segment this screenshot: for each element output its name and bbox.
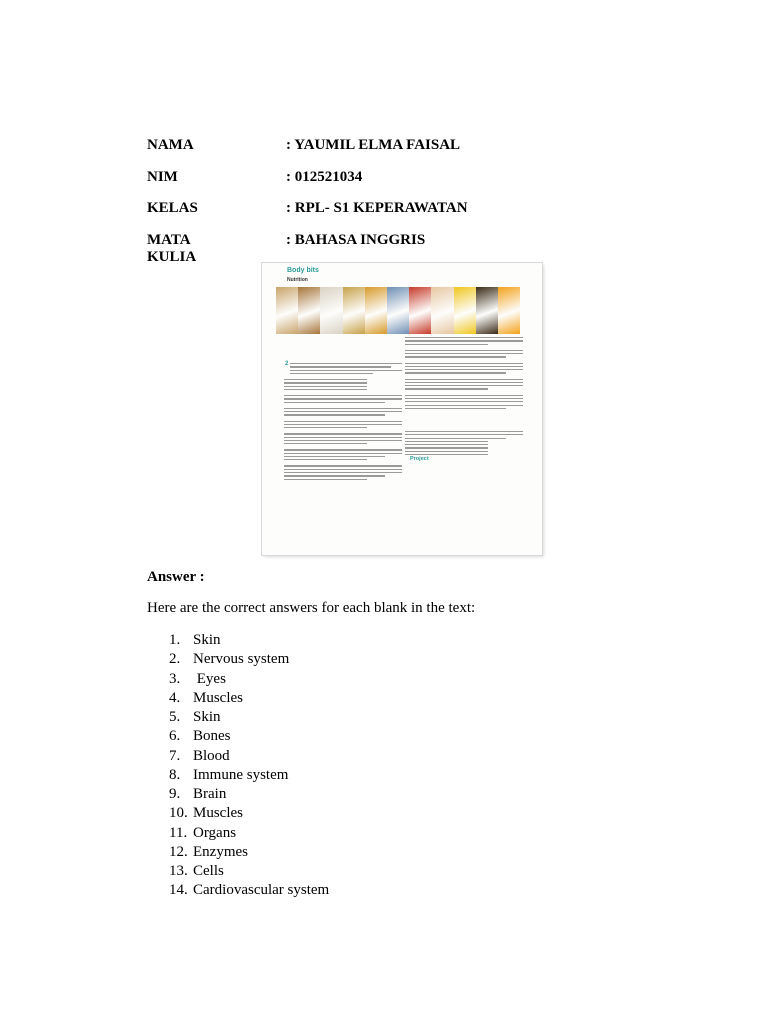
list-item-number: 13. bbox=[169, 863, 188, 879]
list-item-text: Skin bbox=[193, 632, 221, 648]
name-label: NAMA bbox=[147, 137, 194, 153]
list-item-number: 11. bbox=[169, 824, 188, 841]
list-item-text: Blood bbox=[193, 747, 230, 764]
food-photo bbox=[476, 287, 498, 334]
list-item-text: Skin bbox=[193, 709, 221, 725]
food-photo bbox=[431, 287, 453, 334]
list-item-text: Muscles bbox=[193, 805, 243, 822]
list-item-number: 2. bbox=[169, 651, 181, 668]
food-photo bbox=[343, 287, 365, 334]
list-item-text: Muscles bbox=[193, 689, 243, 706]
food-photo bbox=[498, 287, 520, 334]
food-photo bbox=[365, 287, 387, 334]
food-photo bbox=[387, 287, 409, 334]
name-value: : YAUMIL ELMA FAISAL bbox=[286, 137, 461, 153]
list-item-number: 6. bbox=[169, 728, 181, 745]
answer-label: Answer : bbox=[147, 569, 205, 585]
food-photo bbox=[276, 287, 298, 334]
class-value: : RPL- S1 KEPERAWATAN bbox=[286, 200, 468, 216]
textbook-left-column bbox=[284, 361, 402, 482]
list-item-number: 14. bbox=[169, 882, 188, 899]
food-photo-strip bbox=[276, 287, 520, 334]
list-item-number: 10. bbox=[169, 805, 188, 822]
textbook-page-image bbox=[262, 263, 542, 555]
list-item-text: Bones bbox=[193, 728, 231, 745]
list-item-number: 1. bbox=[169, 632, 181, 648]
textbook-right-column bbox=[405, 335, 523, 457]
list-item-text: Organs bbox=[193, 824, 237, 841]
list-item-text: Eyes bbox=[193, 670, 226, 687]
answer-intro: Here are the correct answers for each blank in the text: bbox=[147, 600, 476, 616]
list-item-number: 8. bbox=[169, 766, 181, 783]
list-item-number: 5. bbox=[169, 709, 181, 725]
class-label: KELAS bbox=[147, 200, 198, 216]
textbook-title: Body bits bbox=[287, 267, 319, 274]
food-photo bbox=[454, 287, 476, 334]
list-item-text: Nervous system bbox=[193, 651, 290, 668]
list-item-number: 7. bbox=[169, 747, 181, 764]
food-photo bbox=[320, 287, 342, 334]
list-item-number: 3. bbox=[169, 670, 181, 687]
nim-value: : 012521034 bbox=[286, 168, 363, 185]
course-label: MATA KULIA bbox=[147, 231, 197, 265]
food-photo bbox=[409, 287, 431, 334]
list-item-text: Enzymes bbox=[193, 843, 248, 860]
list-item-number: 9. bbox=[169, 786, 181, 802]
list-item-text: Immune system bbox=[193, 766, 289, 783]
textbook-project-heading: Project bbox=[410, 456, 429, 462]
list-item-number: 4. bbox=[169, 689, 181, 706]
list-item-number: 12. bbox=[169, 843, 188, 860]
textbook-subtitle: Nutrition bbox=[287, 277, 308, 283]
nim-label: NIM bbox=[147, 168, 178, 185]
food-photo bbox=[298, 287, 320, 334]
list-item-text: Brain bbox=[193, 786, 227, 802]
course-value: : BAHASA INGGRIS bbox=[286, 231, 426, 248]
list-item-text: Cells bbox=[193, 863, 224, 879]
list-item-text: Cardiovascular system bbox=[193, 882, 330, 899]
exercise-number: 2 bbox=[285, 361, 289, 367]
